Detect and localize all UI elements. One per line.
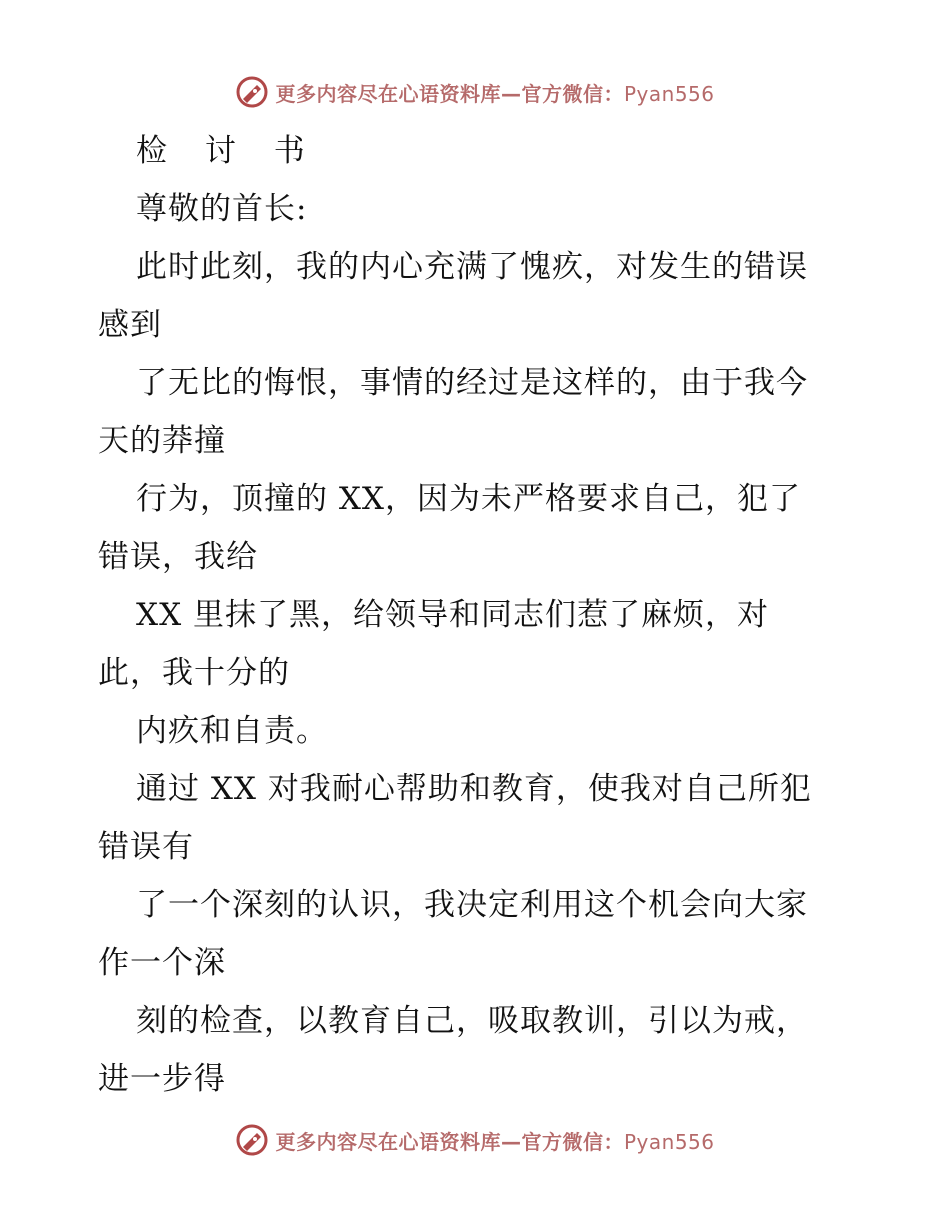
footer-banner: [0, 1120, 950, 1160]
document-line: 作一个深: [98, 945, 226, 981]
document-line: 通过 XX 对我耐心帮助和教育，使我对自己所犯: [136, 771, 812, 807]
document-line: 错误，我给: [98, 539, 258, 575]
document-line: 了一个深刻的认识，我决定利用这个机会向大家: [136, 887, 808, 923]
document-salutation: 尊敬的首长:: [136, 191, 308, 227]
document-line: 内疚和自责。: [136, 713, 328, 749]
header-banner-label: 更多内容尽在心语资料库—官方微信：: [275, 81, 624, 106]
pen-nib-circle-logo-icon: [235, 1123, 269, 1157]
document-title: 检 讨 书: [136, 133, 319, 169]
document-paragraphs: [98, 238, 858, 1108]
header-banner-wechat-id: Pyan556: [623, 81, 715, 106]
document-line: 此时此刻，我的内心充满了愧疚，对发生的错误: [136, 249, 808, 285]
footer-banner-label: 更多内容尽在心语资料库—官方微信：: [275, 1129, 624, 1154]
document-line: 此，我十分的: [98, 655, 290, 691]
document-line: 天的莽撞: [98, 423, 226, 459]
header-banner: [0, 72, 950, 112]
footer-banner-wechat-id: Pyan556: [623, 1129, 715, 1154]
footer-banner-text: [275, 1126, 714, 1155]
document-line: 刻的检查，以教育自己，吸取教训，引以为戒，: [136, 1003, 808, 1039]
document-line: XX 里抹了黑，给领导和同志们惹了麻烦，对: [136, 597, 769, 633]
document-line: 行为，顶撞的 XX，因为未严格要求自己，犯了: [136, 481, 801, 517]
header-banner-text: [275, 78, 714, 107]
document-line: 感到: [98, 307, 162, 343]
pen-nib-circle-logo-icon: [235, 75, 269, 109]
document-line: 错误有: [98, 829, 194, 865]
document-line: 进一步得: [98, 1061, 226, 1097]
document-body: [98, 122, 858, 1108]
document-line: 了无比的悔恨，事情的经过是这样的，由于我今: [136, 365, 808, 401]
